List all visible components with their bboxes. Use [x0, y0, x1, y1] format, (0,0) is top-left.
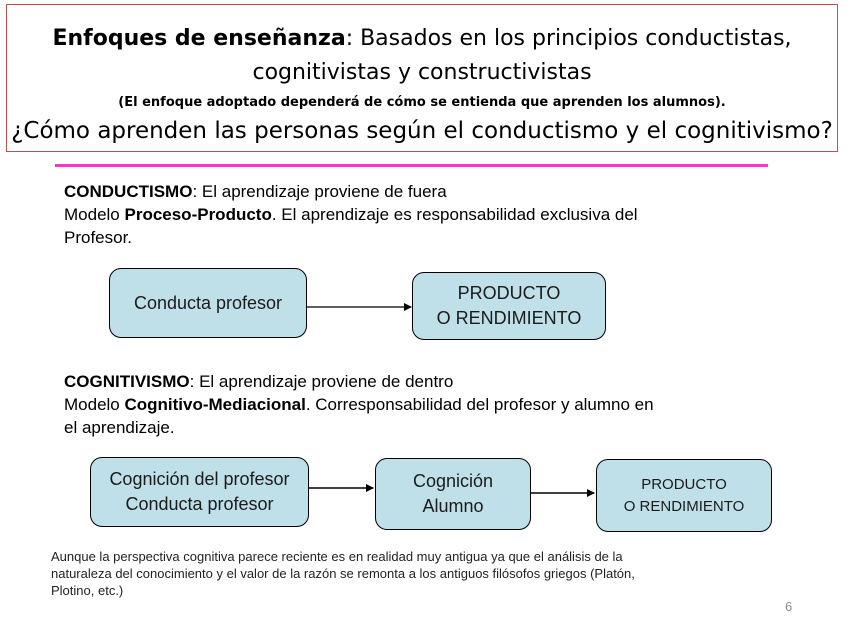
box-cognicion-profesor-label-2: Conducta profesor [125, 494, 274, 514]
conductismo-model-name: Proceso-Producto [124, 205, 272, 224]
footnote-line-3: Plotino, etc.) [51, 583, 124, 598]
title-question: ¿Cómo aprenden las personas según el conductismo y el cognitivismo? [11, 118, 833, 144]
box-cognicion-alumno-label-2: Alumno [422, 496, 484, 516]
box-producto-cog-label-2: O RENDIMIENTO [623, 497, 745, 515]
cognitivismo-line-2 [64, 393, 654, 416]
conductismo-line-2 [64, 203, 638, 226]
title-line-1 [7, 26, 837, 51]
box-producto-cog-label-1: PRODUCTO [641, 475, 727, 493]
cognitivismo-paragraph [64, 370, 654, 439]
divider-line [55, 164, 768, 167]
cognitivismo-line-1 [64, 370, 654, 393]
box-cognicion-alumno-label-1: Cognición [412, 471, 494, 491]
page-number: 6 [785, 599, 793, 614]
cognitivismo-model-name: Cognitivo-Mediacional [124, 395, 306, 414]
conductismo-definition: : El aprendizaje proviene de fuera [192, 182, 447, 201]
conductismo-paragraph [64, 180, 638, 249]
box-cognicion-profesor [90, 457, 309, 527]
title-rest: : Basados en los principios conductistas, [345, 26, 792, 51]
conductismo-line-1 [64, 180, 638, 203]
cognitivismo-term: COGNITIVISMO [64, 372, 190, 391]
cognitivismo-model-prefix: Modelo [64, 395, 125, 414]
box-cognicion-profesor-label-1: Cognición del profesor [109, 469, 290, 489]
conductismo-model-text: . El aprendizaje es responsabilidad exclusiva del [271, 205, 638, 224]
box-producto-cognitivismo [596, 459, 772, 532]
box-producto-label-1: PRODUCTO [457, 283, 561, 303]
footnote-line-1: Aunque la perspectiva cognitiva parece reciente es en realidad muy antigua ya que el análisis de la [51, 549, 623, 564]
box-producto-conductismo [412, 272, 606, 340]
cognitivismo-definition: : El aprendizaje proviene de dentro [189, 372, 454, 391]
conductismo-term: CONDUCTISMO [64, 182, 193, 201]
conductismo-model-prefix: Modelo [64, 205, 125, 224]
title-note: (El enfoque adoptado dependerá de cómo se entienda que aprenden los alumnos). [118, 95, 726, 110]
footnote-line-2: naturaleza del conocimiento y el valor de la razón se remonta a los antiguos filósofos griegos (Platón, [51, 566, 635, 581]
cognitivismo-line-3: el aprendizaje. [64, 418, 175, 437]
footnote [51, 548, 771, 599]
conductismo-line-3: Profesor. [64, 228, 133, 247]
box-conducta-profesor [109, 268, 307, 338]
box-cognicion-alumno [375, 458, 531, 530]
box-producto-label-2: O RENDIMIENTO [436, 308, 582, 328]
box-conducta-profesor-label: Conducta profesor [133, 292, 283, 313]
title-box [6, 4, 838, 152]
cognitivismo-model-text: . Corresponsabilidad del profesor y alumno en [305, 395, 654, 414]
title-line-2: cognitivistas y constructivistas [252, 60, 592, 85]
title-bold: Enfoques de enseñanza [52, 26, 346, 51]
